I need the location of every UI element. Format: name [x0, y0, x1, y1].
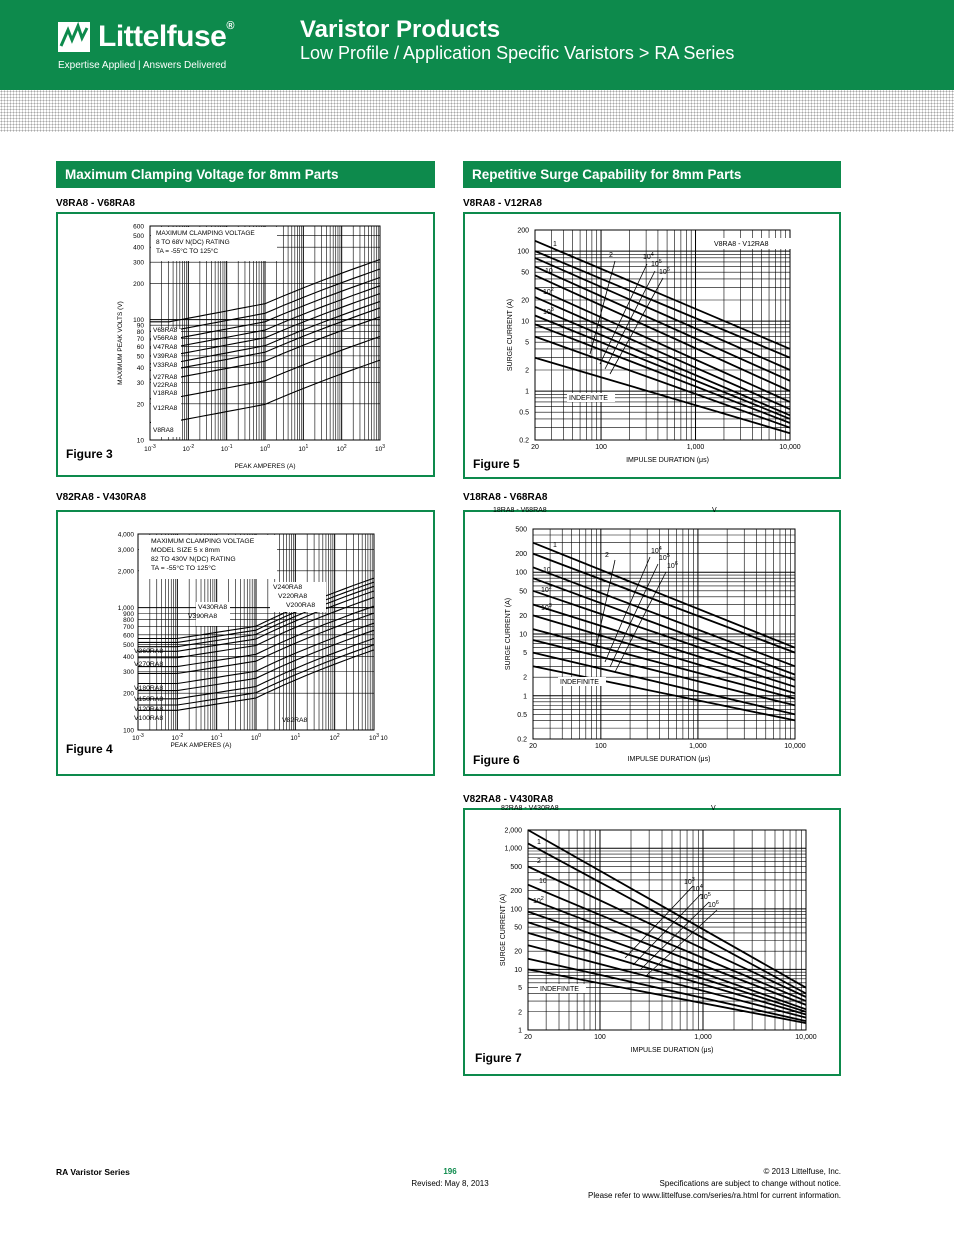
- x-tick-label: 20: [524, 1034, 532, 1041]
- y-tick-label: 300: [133, 259, 144, 267]
- chart-note: TA = -55°C TO 125°C: [151, 565, 216, 572]
- x-tick-label: $10^2$: [336, 444, 347, 453]
- y-tick-label: 70: [136, 335, 144, 343]
- figure3-svg: [58, 214, 433, 475]
- x-tick-label: 100: [595, 444, 607, 451]
- y-tick-label: 5: [523, 650, 527, 658]
- series-label: V27RA8: [153, 374, 178, 381]
- series-label: V8RA8: [153, 427, 174, 434]
- y-tick-label: 10: [136, 437, 144, 445]
- y-tick-label: 300: [123, 669, 134, 677]
- page-number: 196: [443, 1167, 457, 1176]
- y-tick-label: 100: [133, 317, 144, 325]
- y-tick-label: 1,000: [504, 845, 522, 853]
- y-tick-label: 50: [521, 269, 529, 277]
- x-axis-label: IMPULSE DURATION (μs): [627, 756, 711, 763]
- y-tick-label: 50: [136, 353, 144, 361]
- copyright: © 2013 Littelfuse, Inc.: [763, 1167, 841, 1176]
- y-tick-label: 200: [510, 888, 522, 896]
- y-tick-label: 700: [123, 624, 134, 632]
- y-tick-label: 900: [123, 610, 134, 618]
- y-tick-label: 1: [523, 693, 527, 701]
- curve-label: $10^5$: [659, 553, 670, 562]
- x-tick-label: $10^3$: [368, 733, 380, 742]
- y-tick-label: 100: [123, 727, 134, 735]
- page-subtitle: Low Profile / Application Specific Varistors > RA Series: [300, 43, 735, 63]
- y-tick-label: 200: [123, 690, 134, 698]
- figure6-svg: [465, 507, 839, 776]
- chart-note: MAXIMUM CLAMPING VOLTAGE: [156, 230, 255, 237]
- chart-note: 8 TO 68V N(DC) RATING: [156, 239, 230, 246]
- curve-label: $10^2$: [533, 896, 544, 905]
- figure6-subtitle: V18RA8 - V68RA8: [463, 492, 548, 503]
- y-tick-label: 20: [521, 297, 529, 305]
- footer-series: RA Varistor Series: [56, 1167, 130, 1177]
- series-line: [528, 922, 806, 1012]
- page-header: [0, 0, 954, 90]
- series-label: V240RA8: [273, 584, 303, 591]
- curve-label: $10^4$: [643, 252, 654, 261]
- curve-label: $10^2$: [541, 585, 552, 594]
- curve-label: $10^3$: [684, 877, 695, 886]
- y-tick-label: 20: [136, 401, 144, 409]
- series-label: V390RA8: [188, 613, 218, 620]
- series-label: V33RA8: [153, 362, 178, 369]
- y-tick-label: 0.5: [517, 711, 527, 719]
- series-label: V150RA8: [134, 696, 164, 703]
- y-tick-label: 3,000: [117, 546, 134, 554]
- curve-label: 1: [537, 839, 541, 846]
- y-tick-label: 5: [525, 339, 529, 347]
- y-tick-label: 2,000: [504, 827, 522, 835]
- y-tick-label: 10: [521, 318, 529, 326]
- y-tick-label: 50: [519, 588, 527, 596]
- chart-note: MAXIMUM CLAMPING VOLTAGE: [151, 538, 255, 545]
- curve-label: 1: [553, 542, 557, 549]
- y-tick-label: 500: [515, 526, 527, 534]
- series-label: V270RA8: [134, 661, 164, 668]
- y-tick-label: 200: [517, 227, 529, 235]
- legend-label: V8RA8 - V12RA8: [714, 241, 769, 248]
- figure5-subtitle: V8RA8 - V12RA8: [463, 198, 542, 209]
- y-tick-label: 10: [514, 966, 522, 974]
- x-tick-label: 10,000: [795, 1034, 817, 1041]
- series-label: V47RA8: [153, 344, 178, 351]
- x-tick-label: $10^0$: [259, 444, 271, 453]
- curve-label: $10^6$: [708, 900, 719, 909]
- chart-note: 82 TO 430V N(DC) RATING: [151, 556, 236, 563]
- footer-center: [380, 1166, 520, 1190]
- figure5-label: Figure 5: [473, 457, 520, 471]
- y-tick-label: 500: [123, 641, 134, 649]
- footer-right: [520, 1166, 841, 1202]
- curve-label: 1: [553, 241, 557, 248]
- y-tick-label: 5: [518, 985, 522, 993]
- y-tick-label: 500: [133, 233, 144, 241]
- y-tick-label: 100: [517, 248, 529, 256]
- y-tick-label: 0.5: [519, 409, 529, 417]
- series-label: V100RA8: [134, 715, 164, 722]
- series-label: V180RA8: [134, 685, 164, 692]
- curve-label: $10^5$: [700, 892, 711, 901]
- x-tick-label: $10^{-3}$: [144, 444, 156, 453]
- series-label: V430RA8: [198, 604, 228, 611]
- x-tick-label: $10^1$: [290, 733, 301, 742]
- figure3-chart: [56, 212, 435, 477]
- series-label: V120RA8: [134, 706, 164, 713]
- curve-label: $10^6$: [667, 561, 678, 570]
- y-tick-label: 2: [525, 367, 529, 375]
- figure6-chart: [463, 507, 841, 776]
- x-axis-label: IMPULSE DURATION (μs): [630, 1047, 714, 1054]
- x-tick-label: $10^{-2}$: [182, 444, 195, 453]
- y-tick-label: 200: [133, 280, 144, 288]
- y-axis-label: SURGE CURRENT (A): [505, 597, 512, 671]
- x-axis-label: PEAK AMPERES (A): [234, 463, 296, 470]
- url-note: Please refer to www.littelfuse.com/series/ra.html for current information.: [588, 1191, 841, 1200]
- curve-label: INDEFINITE: [540, 986, 579, 993]
- x-tick-label: 100: [595, 743, 607, 750]
- y-tick-label: 1: [518, 1027, 522, 1035]
- y-tick-label: 800: [123, 617, 134, 625]
- curve-label: 10: [543, 567, 551, 574]
- legend-label: V82RA8 - V430RA8: [501, 805, 716, 812]
- curve-label: $10^4$: [651, 546, 662, 555]
- series-label: V18RA8: [153, 390, 178, 397]
- x-tick-label: $10^3$: [374, 444, 386, 453]
- legend-label: V18RA8 - V68RA8: [493, 507, 717, 514]
- x-axis-label: PEAK AMPERES (A): [170, 742, 232, 749]
- y-tick-label: 100: [510, 906, 522, 914]
- curve-label: $10^3$: [541, 603, 552, 612]
- y-axis-label: MAXIMUM PEAK VOLTS (V): [117, 301, 124, 385]
- series-label: V68RA8: [153, 327, 178, 334]
- x-tick-label: 1,000: [689, 743, 707, 750]
- curve-label: $10^2$: [543, 287, 554, 296]
- curve-label: 2: [537, 858, 541, 865]
- y-tick-label: 4,000: [117, 531, 134, 539]
- figure3-label: Figure 3: [66, 447, 113, 461]
- x-axis-label: IMPULSE DURATION (μs): [626, 457, 709, 464]
- x-tick-label: $10^1$: [298, 444, 309, 453]
- y-tick-label: 30: [136, 380, 144, 388]
- x-tick-label: 100: [594, 1034, 606, 1041]
- y-tick-label: 2,000: [117, 568, 134, 576]
- x-tick-label: 20: [529, 743, 537, 750]
- curve-label: 2: [609, 252, 613, 259]
- y-tick-label: 20: [514, 948, 522, 956]
- x-tick-label: 1,000: [686, 444, 705, 451]
- y-axis-label: SURGE CURRENT (A): [507, 298, 514, 372]
- brand-name: Littelfuse®: [98, 20, 234, 53]
- y-tick-label: 20: [519, 612, 527, 620]
- y-tick-label: 1: [525, 388, 529, 396]
- series-line: [528, 933, 806, 1015]
- figure5-svg: [465, 214, 839, 478]
- series-label: V220RA8: [278, 593, 308, 600]
- figure6-label: Figure 6: [473, 753, 520, 767]
- y-tick-label: 400: [133, 244, 144, 252]
- x-tick-label: 10,000: [779, 444, 801, 451]
- littelfuse-logo-icon: [58, 22, 90, 52]
- y-tick-label: 50: [514, 924, 522, 932]
- series-label: V22RA8: [153, 382, 178, 389]
- x-tick-label: $10^{-1}$: [210, 733, 223, 742]
- curve-label: 10: [539, 878, 547, 885]
- series-line: [533, 591, 795, 680]
- y-tick-label: 80: [136, 328, 144, 336]
- y-tick-label: 600: [133, 223, 144, 231]
- page-title: Varistor Products: [300, 16, 501, 43]
- y-tick-label: 200: [515, 551, 527, 559]
- series-line: [535, 316, 790, 419]
- series-line: [535, 337, 790, 428]
- chart-note: TA = -55°C TO 125°C: [156, 248, 219, 255]
- figure7-label: Figure 7: [475, 1051, 522, 1065]
- curve-label: 2: [605, 552, 609, 559]
- x-tick-label: 10: [380, 735, 388, 742]
- dot-pattern-band: [0, 90, 954, 132]
- curve-label: 10: [545, 268, 553, 275]
- figure7-chart: [463, 805, 841, 1076]
- brand-tagline: Expertise Applied | Answers Delivered: [58, 60, 227, 71]
- figure4-label: Figure 4: [66, 742, 113, 756]
- section-title-clamping: Maximum Clamping Voltage for 8mm Parts: [56, 161, 435, 188]
- series-line: [528, 912, 806, 1010]
- series-label: V56RA8: [153, 335, 178, 342]
- figure4-subtitle: V82RA8 - V430RA8: [56, 492, 147, 503]
- chart-note: MODEL SIZE 5 x 8mm: [151, 547, 220, 554]
- curve-label: $10^5$: [651, 259, 662, 268]
- y-tick-label: 400: [123, 653, 134, 661]
- series-line: [533, 629, 795, 699]
- series-label: V12RA8: [153, 405, 178, 412]
- y-tick-label: 600: [123, 632, 134, 640]
- curve-label: INDEFINITE: [569, 395, 608, 402]
- y-tick-label: 100: [515, 569, 527, 577]
- y-tick-label: 500: [510, 863, 522, 871]
- x-tick-label: 20: [531, 444, 539, 451]
- section-title-surge: Repetitive Surge Capability for 8mm Parts: [463, 161, 841, 188]
- figure4-chart: [56, 510, 435, 776]
- figure3-subtitle: V8RA8 - V68RA8: [56, 198, 135, 209]
- series-label: V360RA8: [134, 648, 164, 655]
- curve-label: $10^6$: [659, 267, 670, 276]
- spec-notice: Specifications are subject to change without notice.: [659, 1179, 841, 1188]
- x-tick-label: $10^2$: [329, 733, 340, 742]
- y-tick-label: 40: [136, 365, 144, 373]
- y-tick-label: 2: [523, 674, 527, 682]
- x-tick-label: $10^{-2}$: [171, 733, 184, 742]
- x-tick-label: $10^{-3}$: [132, 733, 144, 742]
- series-label: V200RA8: [286, 602, 316, 609]
- figure7-subtitle: V82RA8 - V430RA8: [463, 794, 554, 805]
- y-tick-label: 0.2: [517, 736, 527, 744]
- y-axis-label: SURGE CURRENT (A): [500, 893, 507, 967]
- series-label: V82RA8: [282, 717, 308, 724]
- curve-label: $10^3$: [543, 307, 554, 316]
- x-tick-label: 10,000: [784, 743, 806, 750]
- y-tick-label: 1,000: [117, 605, 134, 613]
- curve-label: INDEFINITE: [560, 679, 599, 686]
- series-line: [533, 554, 795, 653]
- x-tick-label: 1,000: [694, 1034, 712, 1041]
- x-tick-label: $10^{-1}$: [220, 444, 233, 453]
- series-label: V39RA8: [153, 353, 178, 360]
- y-tick-label: 0.2: [519, 437, 529, 445]
- y-tick-label: 90: [136, 322, 144, 330]
- curve-label: $10^4$: [692, 884, 703, 893]
- revised-date: Revised: May 8, 2013: [411, 1179, 489, 1188]
- figure7-svg: [465, 805, 839, 1074]
- y-tick-label: 2: [518, 1009, 522, 1017]
- figure4-svg: [58, 512, 433, 774]
- y-tick-label: 10: [519, 631, 527, 639]
- x-tick-label: $10^0$: [250, 733, 262, 742]
- y-tick-label: 60: [136, 343, 144, 351]
- figure5-chart: [463, 212, 841, 479]
